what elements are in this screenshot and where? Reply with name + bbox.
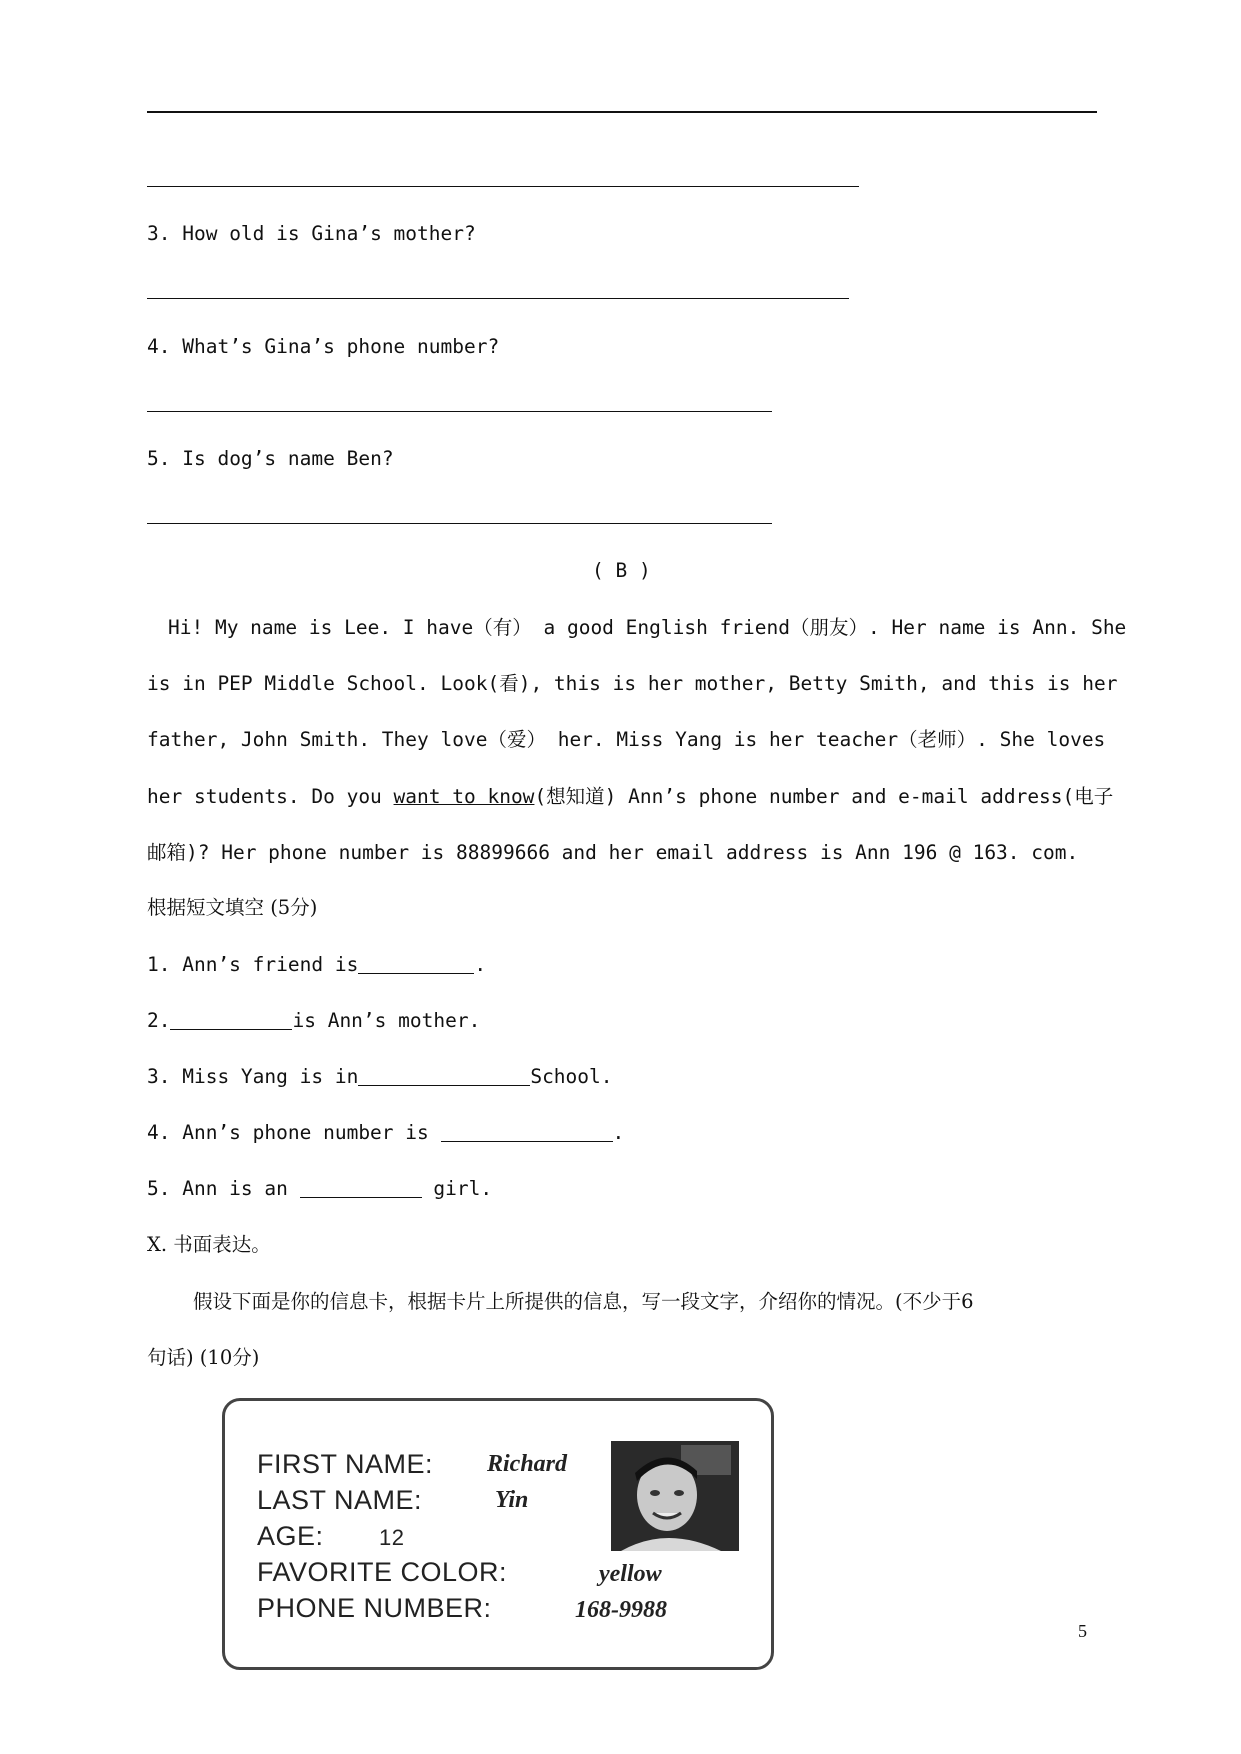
answer-line-5	[147, 523, 772, 524]
fill-question-4: 4. Ann’s phone number is .	[147, 1121, 625, 1144]
question-4: 4. What’s Gina’s phone number?	[147, 335, 500, 358]
fill-blank-1[interactable]	[358, 955, 474, 974]
fill-instruction: 根据短文填空 (5分)	[147, 896, 318, 919]
passage-line-5: 邮箱)? Her phone number is 88899666 and her email address is Ann 196 @ 163. com.	[147, 841, 1079, 864]
fill-blank-3[interactable]	[358, 1067, 530, 1086]
first-name-value: Richard	[487, 1451, 568, 1477]
info-card	[222, 1398, 774, 1670]
phone-number-value: 168-9988	[575, 1597, 667, 1623]
fill-blank-5[interactable]	[300, 1179, 422, 1198]
phone-number-label: PHONE NUMBER:	[257, 1593, 492, 1623]
fill-blank-4[interactable]	[441, 1123, 613, 1142]
section-x-title: X. 书面表达。	[147, 1233, 271, 1256]
passage-text: (想知道) Ann’s phone number and e-mail address(电子	[534, 785, 1114, 808]
fill-question-5: 5. Ann is an girl.	[147, 1177, 493, 1200]
passage-text: her students. Do you	[147, 785, 394, 808]
page-number: 5	[1078, 1621, 1087, 1641]
writing-prompt-line-2: 句话) (10分)	[147, 1346, 260, 1369]
age-value: 12	[379, 1525, 405, 1550]
section-b-heading: ( B )	[592, 559, 651, 582]
answer-line-4	[147, 411, 772, 412]
age-label: AGE:	[257, 1521, 324, 1551]
last-name-value: Yin	[495, 1487, 529, 1513]
fill-blank-2[interactable]	[170, 1011, 292, 1030]
portrait-image	[611, 1441, 739, 1551]
answer-line-2	[147, 186, 859, 187]
passage-line-4	[147, 785, 1113, 809]
fill-question-1: 1. Ann’s friend is .	[147, 953, 487, 976]
question-5: 5. Is dog’s name Ben?	[147, 447, 394, 470]
fill-question-2: 2. is Ann’s mother.	[147, 1009, 481, 1032]
writing-prompt-line-1: 假设下面是你的信息卡，根据卡片上所提供的信息，写一段文字，介绍你的情况。(不少于6	[193, 1290, 974, 1313]
answer-line-3	[147, 298, 849, 299]
header-rule	[147, 111, 1097, 113]
passage-line-3: father, John Smith. They love（爱） her. Miss Yang is her teacher（老师）. She loves	[147, 728, 1106, 751]
passage-line-1: Hi! My name is Lee. I have（有） a good English friend（朋友）. Her name is Ann. She	[168, 616, 1127, 639]
fill-question-3: 3. Miss Yang is in School.	[147, 1065, 613, 1088]
portrait-photo	[611, 1441, 739, 1551]
favorite-color-value: yellow	[599, 1561, 662, 1587]
last-name-label: LAST NAME:	[257, 1485, 423, 1515]
first-name-label: FIRST NAME:	[257, 1449, 434, 1479]
passage-line-2: is in PEP Middle School. Look(看), this is her mother, Betty Smith, and this is her	[147, 672, 1118, 695]
favorite-color-label: FAVORITE COLOR:	[257, 1557, 508, 1587]
underlined-phrase: want to know	[393, 785, 535, 808]
question-3: 3. How old is Gina’s mother?	[147, 222, 476, 245]
